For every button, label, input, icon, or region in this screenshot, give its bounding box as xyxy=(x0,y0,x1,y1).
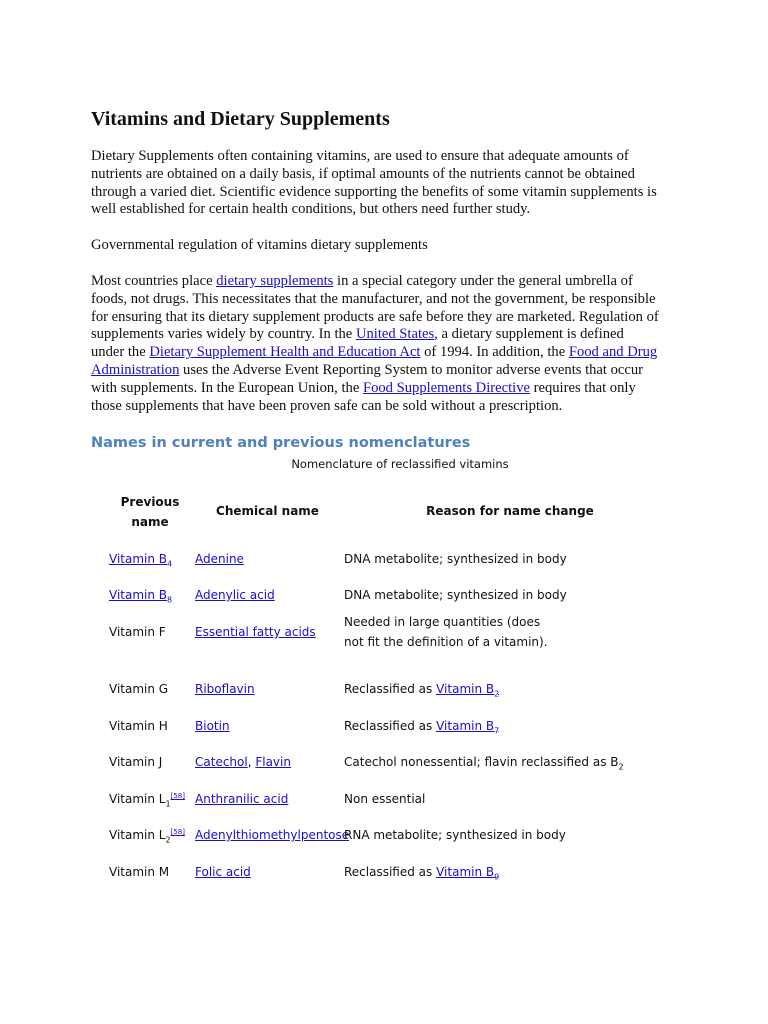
reason-text: DNA metabolite; synthesized in body xyxy=(344,552,567,566)
subscript: 9 xyxy=(494,872,500,882)
intro-paragraph xyxy=(91,148,681,219)
previous-name-text: Vitamin M xyxy=(109,865,170,879)
intro-line: well established for certain health conditions, but others need further study. xyxy=(91,201,531,218)
subscript: 2 xyxy=(494,689,500,699)
previous-name-cell xyxy=(109,825,185,845)
chemical-name-cell xyxy=(195,716,230,736)
reason-text: Catechol nonessential; flavin reclassified as B xyxy=(344,755,619,769)
chemical-name-link[interactable]: Flavin xyxy=(255,755,291,769)
header-chemical-name: Chemical name xyxy=(216,504,319,518)
table-caption: Nomenclature of reclassified vitamins xyxy=(291,457,509,471)
reason-cell xyxy=(344,825,566,845)
reason-text: DNA metabolite; synthesized in body xyxy=(344,588,567,602)
subscript: 1 xyxy=(165,799,171,809)
reason-text: RNA metabolite; synthesized in body xyxy=(344,828,566,842)
subscript: 4 xyxy=(167,559,173,569)
chemical-name-link[interactable]: Biotin xyxy=(195,719,230,733)
chemical-name-link[interactable]: Adenylthiomethylpentose xyxy=(195,828,350,842)
previous-name-text: Vitamin G xyxy=(109,682,169,696)
reference-link[interactable]: [58] xyxy=(170,792,185,800)
chemical-name-link[interactable]: Anthranilic acid xyxy=(195,792,289,806)
chemical-name-link[interactable]: Riboflavin xyxy=(195,682,255,696)
chemical-name-link[interactable]: Adenine xyxy=(195,552,244,566)
separator: , xyxy=(247,755,256,769)
fda-link-continued[interactable]: Administration xyxy=(91,361,180,378)
previous-name-cell xyxy=(109,679,168,699)
intro-line: through a varied diet. Scientific evidence supporting the benefits of some vitamin supplements is xyxy=(91,183,657,200)
previous-name-cell xyxy=(109,789,185,809)
chemical-name-cell xyxy=(195,585,275,605)
vitamin-link[interactable]: Vitamin $B_2$ xyxy=(436,682,500,699)
intro-line: Dietary Supplements often containing vitamins, are used to ensure that adequate amounts of xyxy=(91,148,629,164)
chemical-name-link[interactable]: Adenylic acid xyxy=(195,588,275,602)
previous-name-text: Vitamin $L_1$ xyxy=(109,792,171,809)
page-title: Vitamins and Dietary Supplements xyxy=(91,108,390,130)
previous-name-text: Vitamin F xyxy=(109,625,166,639)
previous-name-text: Vitamin J xyxy=(109,755,163,769)
reason-text: Reclassified as xyxy=(344,719,437,733)
subscript: 7 xyxy=(494,726,500,736)
chemical-name-cell xyxy=(195,679,255,699)
reason-text: Reclassified as xyxy=(344,682,437,696)
section-heading: Names in current and previous nomenclatures xyxy=(91,435,471,451)
chemical-name-cell xyxy=(195,622,316,642)
previous-name-cell xyxy=(109,862,169,882)
reason-cell xyxy=(344,612,548,652)
reason-cell xyxy=(344,752,624,772)
previous-name-cell xyxy=(109,549,172,569)
vitamin-link[interactable]: Vitamin $B_7$ xyxy=(436,719,500,736)
previous-name-link[interactable]: Vitamin $B_8$ xyxy=(109,588,173,605)
reason-text: Reclassified as xyxy=(344,865,437,879)
reason-cell xyxy=(344,549,567,569)
chemical-name-cell xyxy=(195,549,244,569)
reason-cell xyxy=(344,789,425,809)
previous-name-cell xyxy=(109,716,168,736)
header-previous-name: Previous name xyxy=(120,495,180,529)
chemical-name-link[interactable]: Catechol xyxy=(195,755,248,769)
chemical-name-cell xyxy=(195,752,291,772)
previous-name-cell xyxy=(109,585,172,605)
regulation-paragraph: Most countries place dietary supplements in a special category under the general umbrella of foods, not drugs. This necessitates that the manufacturer, and not the government, be responsible for ensuring that its dietary supplement products are safe before they are marketed. Regulation of supplements varies widely by country. In the United States, a dietary supplement is defined under the Dietary Supplement Health and Education Act of 1994. In addition, the Food and Drug Administration uses the Adverse Event Reporting System to monitor adverse events that occur with supplements. In the European Union, the Food Supplements Directive requires that only those supplements that have been proven safe can be sold without a prescription. xyxy=(91,273,659,414)
chemical-name-link[interactable]: Essential fatty acids xyxy=(195,625,316,639)
vitamin-link[interactable]: Vitamin $B_9$ xyxy=(436,865,500,882)
united-states-link[interactable]: United States xyxy=(355,326,435,343)
dshea-link[interactable]: Dietary Supplement Health and Education Act xyxy=(149,344,421,361)
chemical-name-link[interactable]: Folic acid xyxy=(195,865,251,879)
food-supplements-directive-link[interactable]: Food Supplements Directive xyxy=(362,379,530,396)
previous-name-text: Vitamin H xyxy=(109,719,168,733)
intro-line: nutrients are obtained on a daily basis, if optimal amounts of the nutrients cannot be obtained xyxy=(91,165,635,182)
reason-cell xyxy=(344,679,499,699)
previous-name-cell xyxy=(109,622,166,642)
previous-name-cell xyxy=(109,752,162,772)
reason-cell xyxy=(344,585,567,605)
subscript: 2 xyxy=(165,835,171,845)
dietary-supplements-link[interactable]: dietary supplements xyxy=(216,273,334,289)
reason-line: not fit the definition of a vitamin). xyxy=(344,635,548,649)
subscript: 2 xyxy=(618,762,624,772)
chemical-name-cell xyxy=(195,789,288,809)
previous-name-link[interactable]: Vitamin $B_4$ xyxy=(109,552,173,569)
previous-name-text: Vitamin $L_2$ xyxy=(109,828,171,845)
chemical-name-cell xyxy=(195,825,349,845)
reference-link[interactable]: [58] xyxy=(170,828,185,836)
reason-cell xyxy=(344,862,499,882)
reason-cell xyxy=(344,716,499,736)
regulation-subheading: Governmental regulation of vitamins dietary supplements xyxy=(91,237,428,253)
subscript: 8 xyxy=(167,595,173,605)
reason-line: Needed in large quantities (does xyxy=(344,615,541,629)
header-reason: Reason for name change xyxy=(426,504,594,518)
reason-text: Non essential xyxy=(344,792,426,806)
chemical-name-cell xyxy=(195,862,251,882)
fda-link[interactable]: Food and Drug xyxy=(568,344,658,361)
